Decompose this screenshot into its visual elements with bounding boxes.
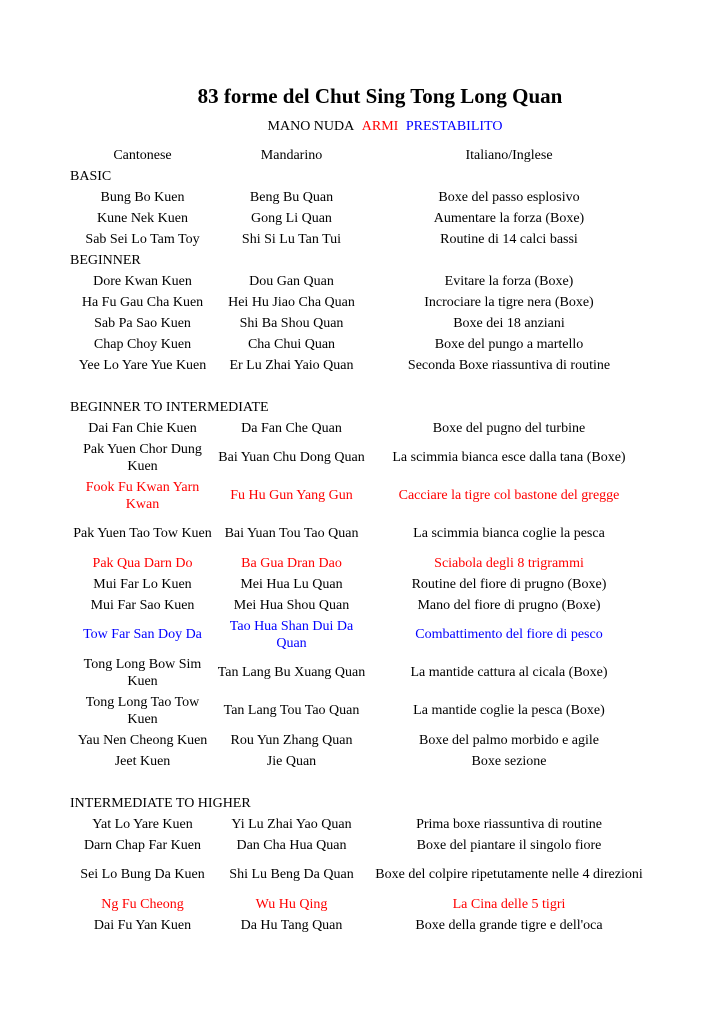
cantonese-name: Pak Yuen Tao Tow Kuen [73, 526, 212, 542]
italian-name: Boxe sezione [471, 753, 547, 769]
color-legend [0, 119, 724, 135]
form-row [70, 355, 650, 376]
form-row [70, 730, 650, 751]
mandarin-name: Bai Yuan Tou Tao Quan [224, 526, 359, 542]
cantonese-name: Chap Choy Kuen [93, 336, 192, 352]
form-row [70, 915, 650, 936]
section-spacer [70, 772, 650, 793]
italian-name: Incrociare la tigre nera (Boxe) [424, 294, 594, 310]
page-title: 83 forme del Chut Sing Tong Long Quan [197, 84, 563, 108]
cantonese-name: Yee Lo Yare Yue Kuen [78, 357, 207, 373]
italian-name: Boxe del passo esplosivo [438, 189, 580, 205]
cantonese-name: Ng Fu Cheong [101, 896, 184, 912]
italian-name: La Cina delle 5 tigri [452, 896, 566, 912]
italian-name: Boxe della grande tigre e dell'oca [415, 917, 603, 933]
header-row [70, 145, 650, 166]
form-row [70, 334, 650, 355]
section-heading: BASIC [70, 168, 112, 184]
mandarin-name: Da Fan Che Quan [241, 420, 342, 436]
cantonese-name: Dai Fu Yan Kuen [93, 917, 192, 933]
italian-name: Aumentare la forza (Boxe) [433, 210, 585, 226]
legend-prearranged: PRESTABILITO [405, 119, 503, 134]
mandarin-name: Bai Yuan Chu Dong Quan [218, 450, 365, 466]
cantonese-name: Bung Bo Kuen [100, 189, 185, 205]
mandarin-name: Shi Lu Beng Da Quan [229, 867, 354, 883]
mandarin-name: Mei Hua Lu Quan [240, 576, 343, 592]
mandarin-name: Cha Chui Quan [247, 336, 336, 352]
form-row [70, 292, 650, 313]
form-row [70, 271, 650, 292]
mandarin-name: Shi Ba Shou Quan [239, 315, 344, 331]
form-row [70, 229, 650, 250]
italian-name: La mantide cattura al cicala (Boxe) [410, 665, 608, 681]
italian-name: Boxe del piantare il singolo fiore [416, 837, 602, 853]
mandarin-name: Dan Cha Hua Quan [236, 837, 347, 853]
italian-name: La mantide coglie la pesca (Boxe) [413, 703, 605, 719]
mandarin-name: Er Lu Zhai Yaio Quan [229, 357, 354, 373]
italian-name: Boxe del pungo a martello [434, 336, 584, 352]
form-row [70, 751, 650, 772]
section-heading: BEGINNER [70, 252, 141, 268]
mandarin-name: Rou Yun Zhang Quan [230, 732, 353, 748]
mandarin-name: Fu Hu Gun Yang Gun [230, 488, 353, 504]
italian-name: Boxe dei 18 anziani [453, 315, 565, 331]
legend-weapons: ARMI [361, 119, 399, 134]
section-heading: BEGINNER TO INTERMEDIATE [70, 399, 269, 415]
cantonese-name: Yat Lo Yare Kuen [92, 816, 193, 832]
mandarin-name: Mei Hua Shou Quan [233, 597, 350, 613]
cantonese-name: Pak Qua Darn Do [92, 555, 193, 571]
cantonese-name: Jeet Kuen [114, 753, 171, 769]
header-cantonese: Cantonese [113, 147, 172, 163]
form-row [70, 616, 650, 654]
cantonese-name: Pak Yuen Chor Dung Kuen [83, 441, 202, 474]
form-row [70, 595, 650, 616]
mandarin-name: Yi Lu Zhai Yao Quan [231, 816, 352, 832]
section-spacer [70, 376, 650, 397]
cantonese-name: Tong Long Tao Tow Kuen [85, 694, 200, 727]
mandarin-name: Wu Hu Qing [255, 896, 328, 912]
cantonese-name: Mui Far Lo Kuen [93, 576, 192, 592]
form-row [70, 187, 650, 208]
form-row [70, 894, 650, 915]
mandarin-name: Tan Lang Tou Tao Quan [223, 703, 360, 719]
mandarin-name: Tan Lang Bu Xuang Quan [217, 665, 366, 681]
italian-name: Routine di 14 calci bassi [440, 231, 578, 247]
cantonese-name: Yau Nen Cheong Kuen [77, 732, 208, 748]
italian-name: Boxe del colpire ripetutamente nelle 4 direzioni [375, 867, 643, 883]
form-row [70, 654, 650, 692]
cantonese-name: Darn Chap Far Kuen [83, 837, 202, 853]
form-row [70, 515, 650, 553]
italian-name: Combattimento del fiore di pesco [415, 627, 603, 643]
mandarin-name: Beng Bu Quan [249, 189, 334, 205]
form-row [70, 574, 650, 595]
cantonese-name: Tong Long Bow Sim Kuen [83, 656, 202, 689]
forms-table [70, 145, 650, 936]
italian-name: Seconda Boxe riassuntiva di routine [407, 357, 611, 373]
mandarin-name: Da Hu Tang Quan [240, 917, 343, 933]
mandarin-name: Ba Gua Dran Dao [241, 555, 342, 571]
form-row [70, 208, 650, 229]
form-row [70, 313, 650, 334]
italian-name: Cacciare la tigre col bastone del gregge [398, 488, 620, 504]
cantonese-name: Sei Lo Bung Da Kuen [80, 867, 205, 883]
italian-name: Routine del fiore di prugno (Boxe) [411, 576, 607, 592]
form-row [70, 835, 650, 856]
form-row [70, 418, 650, 439]
mandarin-name: Tao Hua Shan Dui Da Quan [229, 618, 354, 651]
header-mandarin: Mandarino [260, 147, 323, 163]
cantonese-name: Dore Kwan Kuen [93, 273, 192, 289]
mandarin-name: Hei Hu Jiao Cha Quan [228, 294, 355, 310]
mandarin-name: Dou Gan Quan [249, 273, 334, 289]
cantonese-name: Sab Pa Sao Kuen [94, 315, 191, 331]
cantonese-name: Kune Nek Kuen [97, 210, 188, 226]
italian-name: Boxe del palmo morbido e agile [418, 732, 599, 748]
italian-name: Prima boxe riassuntiva di routine [416, 816, 602, 832]
form-row [70, 692, 650, 730]
legend-bare-hand: MANO NUDA [267, 119, 355, 134]
cantonese-name: Sab Sei Lo Tam Toy [85, 231, 200, 247]
form-row [70, 439, 650, 477]
section-heading: INTERMEDIATE TO HIGHER [70, 795, 251, 811]
italian-name: Boxe del pugno del turbine [432, 420, 586, 436]
cantonese-name: Dai Fan Chie Kuen [88, 420, 197, 436]
form-row [70, 553, 650, 574]
italian-name: Sciabola degli 8 trigrammi [434, 555, 584, 571]
mandarin-name: Shi Si Lu Tan Tui [241, 231, 342, 247]
cantonese-name: Ha Fu Gau Cha Kuen [81, 294, 204, 310]
italian-name: Evitare la forza (Boxe) [444, 273, 574, 289]
italian-name: La scimmia bianca coglie la pesca [413, 526, 605, 542]
form-row [70, 856, 650, 894]
italian-name: La scimmia bianca esce dalla tana (Boxe) [392, 450, 626, 466]
cantonese-name: Tow Far San Doy Da [83, 627, 202, 643]
form-row [70, 477, 650, 515]
italian-name: Mano del fiore di prugno (Boxe) [417, 597, 601, 613]
mandarin-name: Gong Li Quan [251, 210, 332, 226]
cantonese-name: Mui Far Sao Kuen [90, 597, 195, 613]
form-row [70, 814, 650, 835]
header-italian: Italiano/Inglese [465, 147, 553, 163]
mandarin-name: Jie Quan [266, 753, 317, 769]
cantonese-name: Fook Fu Kwan Yarn Kwan [85, 479, 200, 512]
